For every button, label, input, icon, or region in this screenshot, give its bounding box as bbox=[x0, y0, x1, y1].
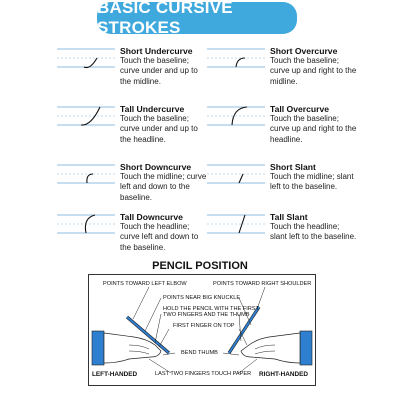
stroke-description: Touch the headline; slant left to the baseline. bbox=[270, 222, 357, 242]
stroke-name: Tall Downcurve bbox=[120, 212, 183, 222]
stroke-name: Tall Overcurve bbox=[270, 104, 330, 114]
stroke-guide-illustration bbox=[57, 104, 115, 128]
hands-illustration bbox=[89, 275, 315, 385]
stroke-card-tall-slant bbox=[207, 212, 357, 258]
stroke-description: Touch the midline; slant left to the baseline. bbox=[270, 172, 354, 192]
label-hold-pencil-line1: HOLD THE PENCIL WITH THE FIRST bbox=[163, 306, 259, 312]
stroke-name: Short Slant bbox=[270, 162, 316, 172]
stroke-name: Short Undercurve bbox=[120, 46, 193, 56]
stroke-guide-illustration bbox=[207, 104, 265, 128]
stroke-name: Tall Undercurve bbox=[120, 104, 185, 114]
left-sleeve-icon bbox=[92, 331, 104, 365]
worksheet-page bbox=[45, 0, 355, 400]
stroke-name: Short Overcurve bbox=[270, 46, 338, 56]
stroke-guide-illustration bbox=[57, 162, 115, 186]
label-left-handed: LEFT-HANDED bbox=[92, 371, 138, 378]
label-last-two-fingers: LAST TWO FINGERS TOUCH PAPER bbox=[155, 371, 252, 377]
stroke-card-short-slant bbox=[207, 162, 357, 208]
stroke-description: Touch the baseline; curve under and up to the midline. bbox=[120, 56, 198, 86]
right-sleeve-icon bbox=[300, 331, 312, 365]
stroke-card-tall-downcurve bbox=[57, 212, 207, 258]
stroke-description: Touch the baseline; curve up and right to the headline. bbox=[270, 114, 357, 144]
label-hold-pencil-line2: TWO FINGERS AND THE THUMB bbox=[163, 312, 250, 318]
stroke-card-short-undercurve bbox=[57, 46, 207, 92]
stroke-description: Touch the midline; curve left and down to the baseline. bbox=[120, 172, 207, 202]
pencil-position-diagram bbox=[88, 274, 316, 386]
stroke-guide-illustration bbox=[57, 46, 115, 70]
stroke-guide-illustration bbox=[57, 212, 115, 236]
pencil-position-title: PENCIL POSITION bbox=[152, 260, 248, 272]
stroke-name: Tall Slant bbox=[270, 212, 308, 222]
stroke-card-short-overcurve bbox=[207, 46, 357, 92]
label-right-handed: RIGHT-HANDED bbox=[259, 371, 308, 378]
stroke-description: Touch the headline; curve left and down to the baseline. bbox=[120, 222, 199, 252]
stroke-name: Short Downcurve bbox=[120, 162, 192, 172]
stroke-description: Touch the baseline; curve under and up to the headline. bbox=[120, 114, 198, 144]
label-right-shoulder: POINTS TOWARD RIGHT SHOULDER bbox=[213, 281, 312, 287]
title-banner bbox=[97, 0, 297, 37]
stroke-guide-illustration bbox=[207, 162, 265, 186]
page-title: BASIC CURSIVE STROKES bbox=[97, 0, 233, 37]
label-first-finger: FIRST FINGER ON TOP bbox=[173, 323, 235, 329]
right-hand-icon bbox=[241, 333, 300, 363]
label-left-elbow: POINTS TOWARD LEFT ELBOW bbox=[103, 281, 187, 287]
stroke-card-short-downcurve bbox=[57, 162, 207, 208]
stroke-card-tall-undercurve bbox=[57, 104, 207, 150]
label-big-knuckle: POINTS NEAR BIG KNUCKLE bbox=[163, 295, 241, 301]
label-bend-thumb: BEND THUMB bbox=[181, 350, 218, 356]
stroke-guide-illustration bbox=[207, 46, 265, 70]
stroke-card-tall-overcurve bbox=[207, 104, 357, 150]
stroke-guide-illustration bbox=[207, 212, 265, 236]
stroke-description: Touch the baseline; curve up and right to the midline. bbox=[270, 56, 357, 86]
